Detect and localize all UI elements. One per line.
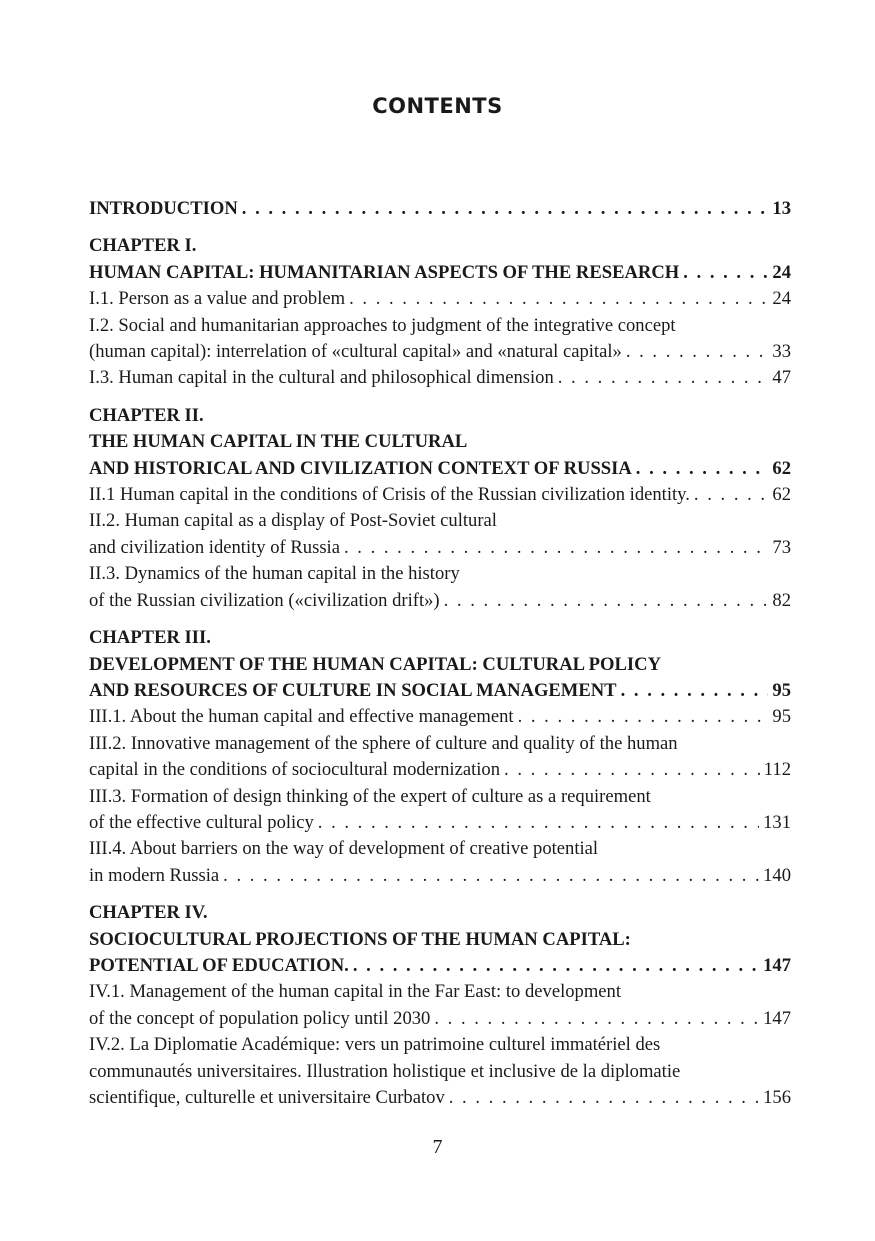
page-number: 7 xyxy=(432,1136,443,1158)
leader-dots xyxy=(344,535,768,561)
chapter-title-line: SOCIOCULTURAL PROJECTIONS OF THE HUMAN CAPITAL: xyxy=(89,928,631,950)
leader-dots xyxy=(349,286,768,312)
leader-dots xyxy=(504,757,760,783)
toc-entry-label: I.3. Human capital in the cultural and philosophical dimension xyxy=(89,367,554,389)
toc-entry-line: III.3. Formation of design thinking of the expert of culture as a requirement xyxy=(89,785,651,807)
leader-dots xyxy=(636,456,769,482)
toc-entry-page: 33 xyxy=(772,341,791,363)
chapter-heading: CHAPTER IV. xyxy=(89,902,208,924)
toc-entry-page: 147 xyxy=(763,954,791,976)
toc-entry[interactable] xyxy=(89,339,791,365)
toc-entry[interactable] xyxy=(89,704,791,730)
toc-entry[interactable] xyxy=(89,482,791,508)
toc-entry-page: 147 xyxy=(763,1007,791,1029)
toc-entry[interactable] xyxy=(89,535,791,561)
toc-entry[interactable] xyxy=(89,286,791,312)
toc-entry-line: III.2. Innovative management of the sphere of culture and quality of the human xyxy=(89,732,678,754)
toc-entry-page: 156 xyxy=(763,1087,791,1108)
chapter-title: POTENTIAL OF EDUCATION. xyxy=(89,954,349,976)
page-title: CONTENTS xyxy=(372,94,503,118)
toc-entry-label: of the effective cultural policy xyxy=(89,811,314,833)
toc-entry-label: and civilization identity of Russia xyxy=(89,536,340,558)
toc-entry-page: 13 xyxy=(772,198,791,219)
toc-entry-page: 95 xyxy=(772,706,791,728)
toc-entry[interactable] xyxy=(89,757,791,783)
chapter-heading: CHAPTER III. xyxy=(89,627,211,649)
leader-dots xyxy=(518,704,769,730)
toc-entry-chapter-2[interactable] xyxy=(89,456,791,482)
toc-entry-label: scientifique, culturelle et universitaire Curbatov xyxy=(89,1087,445,1108)
toc-entry-line: IV.1. Management of the human capital in the Far East: to development xyxy=(89,981,622,1003)
toc-entry-line: II.3. Dynamics of the human capital in the history xyxy=(89,563,460,585)
toc-entry-label: of the Russian civilization («civilization drift») xyxy=(89,589,440,611)
toc-entry-label: III.1. About the human capital and effective management xyxy=(89,706,514,728)
toc-entry[interactable] xyxy=(89,1085,791,1111)
toc-entry-chapter-4[interactable] xyxy=(89,953,791,979)
toc-entry-page: 73 xyxy=(772,536,791,558)
toc-entry[interactable] xyxy=(89,863,791,889)
toc-entry-page: 112 xyxy=(763,759,791,781)
leader-dots xyxy=(449,1085,759,1111)
leader-dots xyxy=(318,810,759,836)
toc-entry-label: of the concept of population policy until 2030 xyxy=(89,1007,431,1029)
toc-entry-page: 131 xyxy=(763,811,791,833)
leader-dots xyxy=(223,863,759,889)
toc-entry-label: II.1 Human capital in the conditions of Crisis of the Russian civilization identity. xyxy=(89,484,690,506)
toc-entry-chapter-1[interactable] xyxy=(89,260,791,286)
toc-entry-label: in modern Russia xyxy=(89,864,220,886)
table-of-contents xyxy=(89,196,791,1111)
leader-dots xyxy=(434,1006,759,1032)
toc-entry-page: 140 xyxy=(763,864,791,886)
chapter-title: HUMAN CAPITAL: HUMANITARIAN ASPECTS OF THE RESEARCH xyxy=(89,261,680,283)
toc-entry[interactable] xyxy=(89,810,791,836)
leader-dots xyxy=(558,365,769,391)
toc-entry-label: capital in the conditions of sociocultural modernization xyxy=(89,759,501,781)
leader-dots xyxy=(444,588,769,614)
chapter-title: AND HISTORICAL AND CIVILIZATION CONTEXT OF RUSSIA xyxy=(89,457,632,479)
toc-entry-chapter-3[interactable] xyxy=(89,678,791,704)
toc-entry-line: II.2. Human capital as a display of Post-Soviet cultural xyxy=(89,510,497,532)
chapter-title: AND RESOURCES OF CULTURE IN SOCIAL MANAGEMENT xyxy=(89,679,617,701)
toc-entry-page: 95 xyxy=(772,679,791,701)
toc-entry-label: I.1. Person as a value and problem xyxy=(89,288,346,310)
leader-dots xyxy=(353,953,759,979)
toc-entry-introduction[interactable] xyxy=(89,196,791,222)
leader-dots xyxy=(683,260,768,286)
toc-entry-page: 47 xyxy=(772,367,791,389)
toc-entry-page: 82 xyxy=(772,589,791,611)
chapter-heading: CHAPTER II. xyxy=(89,404,204,426)
toc-entry[interactable] xyxy=(89,588,791,614)
toc-entry-label: (human capital): interrelation of «cultural capital» and «natural capital» xyxy=(89,341,622,363)
toc-entry-page: 24 xyxy=(772,288,791,310)
leader-dots xyxy=(242,196,769,222)
toc-entry-page: 62 xyxy=(772,457,791,479)
toc-entry-line: I.2. Social and humanitarian approaches to judgment of the integrative concept xyxy=(89,314,676,336)
toc-entry-page: 62 xyxy=(772,484,791,506)
toc-entry-page: 24 xyxy=(772,261,791,283)
toc-entry-line: IV.2. La Diplomatie Académique: vers un patrimoine culturel immatériel des xyxy=(89,1034,661,1056)
leader-dots xyxy=(626,339,769,365)
toc-entry-line: communautés universitaires. Illustration holistique et inclusive de la diplomatie xyxy=(89,1060,681,1082)
toc-entry[interactable] xyxy=(89,1006,791,1032)
leader-dots xyxy=(621,678,769,704)
leader-dots xyxy=(694,482,768,508)
chapter-heading: CHAPTER I. xyxy=(89,235,197,257)
chapter-title-line: THE HUMAN CAPITAL IN THE CULTURAL xyxy=(89,431,468,453)
toc-entry-label: INTRODUCTION xyxy=(89,198,238,219)
chapter-title-line: DEVELOPMENT OF THE HUMAN CAPITAL: CULTURAL POLICY xyxy=(89,653,661,675)
toc-entry-line: III.4. About barriers on the way of development of creative potential xyxy=(89,838,599,860)
toc-entry[interactable] xyxy=(89,365,791,391)
